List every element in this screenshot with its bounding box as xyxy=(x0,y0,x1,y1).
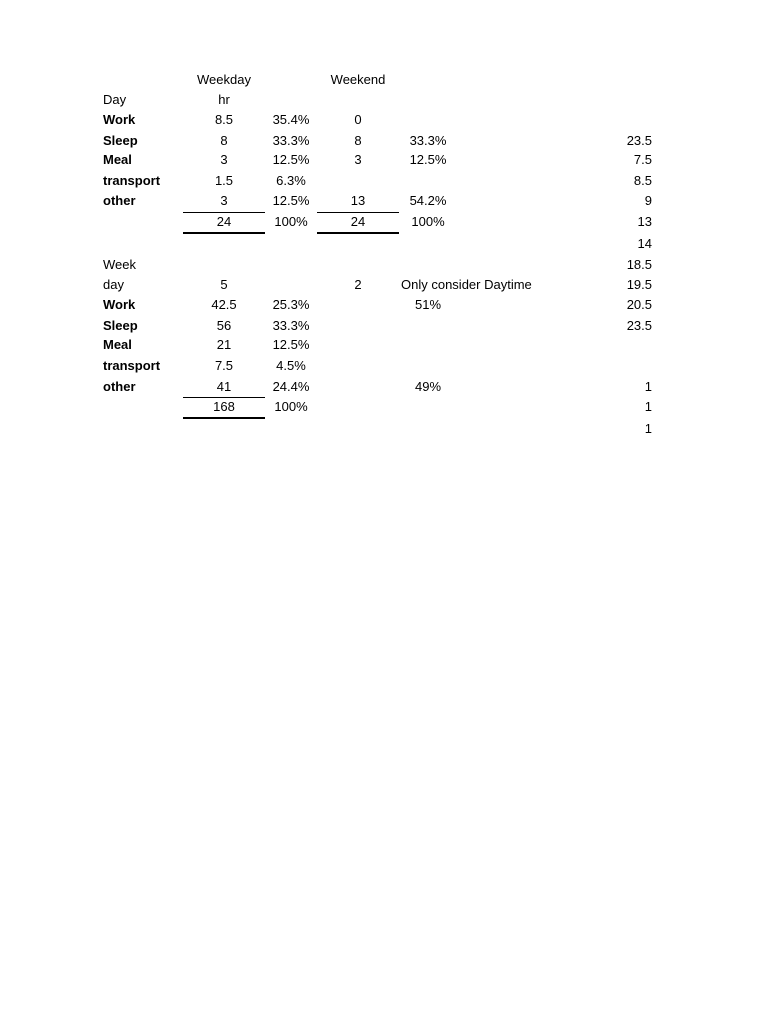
daytime-note: Only consider Daytime xyxy=(401,277,532,292)
week-percent: 4.5% xyxy=(276,358,306,373)
week-percent: 33.3% xyxy=(272,318,310,333)
weekend-hours: 3 xyxy=(354,152,362,167)
week-percent: 25.3% xyxy=(272,297,310,312)
total-week-hours: 168 xyxy=(213,399,235,414)
weekday-hours: 1.5 xyxy=(214,173,234,188)
weekend-percent xyxy=(399,171,457,191)
unit-label: hr xyxy=(218,92,230,107)
side-value: 14 xyxy=(637,236,652,251)
header-weekend: Weekend xyxy=(330,72,386,87)
row-label: Meal xyxy=(103,152,132,167)
weekday-hours: 8 xyxy=(220,133,228,148)
side-value: 9 xyxy=(644,193,652,208)
row-label: transport xyxy=(103,358,161,373)
day-label: Day xyxy=(103,92,127,107)
daytime-share: 49% xyxy=(414,379,442,394)
side-value: 1 xyxy=(644,379,652,394)
total-weekday-percent: 100% xyxy=(274,214,308,229)
side-value: 1 xyxy=(644,399,652,414)
total-bottom-border xyxy=(183,232,265,234)
side-value: 20.5 xyxy=(626,297,652,312)
weekend-percent xyxy=(399,110,457,130)
side-value: 13 xyxy=(637,214,652,229)
row-label: transport xyxy=(103,173,161,188)
weekday-percent: 35.4% xyxy=(272,112,310,127)
side-value: 19.5 xyxy=(626,277,652,292)
week-day-label: day xyxy=(103,277,124,292)
row-label: other xyxy=(103,379,136,394)
weekend-days: 2 xyxy=(354,277,362,292)
week-hours: 41 xyxy=(216,379,232,394)
weekday-hours: 3 xyxy=(220,152,228,167)
total-weekend-hours: 24 xyxy=(350,214,366,229)
weekend-hours: 0 xyxy=(354,112,362,127)
week-percent: 12.5% xyxy=(272,337,310,352)
week-label: Week xyxy=(103,257,136,272)
weekday-percent: 12.5% xyxy=(272,152,310,167)
weekend-hours: 8 xyxy=(354,133,362,148)
daytime-share xyxy=(399,335,457,355)
side-value: 7.5 xyxy=(633,152,652,167)
weekend-hours xyxy=(317,171,399,191)
weekday-hours: 3 xyxy=(220,193,228,208)
header-weekday: Weekday xyxy=(197,72,251,87)
side-value: 18.5 xyxy=(626,257,652,272)
week-percent: 24.4% xyxy=(272,379,310,394)
side-value: 1 xyxy=(644,421,652,436)
weekday-percent: 6.3% xyxy=(276,173,306,188)
daytime-share xyxy=(399,356,457,376)
weekend-hours: 13 xyxy=(350,193,366,208)
row-label: Sleep xyxy=(103,133,138,148)
weekend-percent: 12.5% xyxy=(409,152,447,167)
total-week-percent: 100% xyxy=(274,399,308,414)
week-hours: 56 xyxy=(216,318,232,333)
weekday-hours: 8.5 xyxy=(214,112,234,127)
side-value: 8.5 xyxy=(633,173,652,188)
weekend-percent: 54.2% xyxy=(409,193,447,208)
row-label: Sleep xyxy=(103,318,138,333)
total-weekend-percent: 100% xyxy=(411,214,445,229)
weekday-days: 5 xyxy=(220,277,228,292)
week-hours: 42.5 xyxy=(211,297,237,312)
total-bottom-border xyxy=(183,417,265,419)
total-weekday-hours: 24 xyxy=(216,214,232,229)
week-hours: 21 xyxy=(216,337,232,352)
total-bottom-border xyxy=(317,232,399,234)
weekday-percent: 12.5% xyxy=(272,193,310,208)
side-value: 23.5 xyxy=(626,318,652,333)
side-value: 23.5 xyxy=(626,133,652,148)
row-label: Work xyxy=(103,297,136,312)
weekend-percent: 33.3% xyxy=(409,133,447,148)
daytime-share xyxy=(399,316,457,336)
weekday-percent: 33.3% xyxy=(272,133,310,148)
week-hours: 7.5 xyxy=(214,358,234,373)
row-label: Work xyxy=(103,112,136,127)
row-label: other xyxy=(103,193,136,208)
daytime-share: 51% xyxy=(414,297,442,312)
row-label: Meal xyxy=(103,337,132,352)
